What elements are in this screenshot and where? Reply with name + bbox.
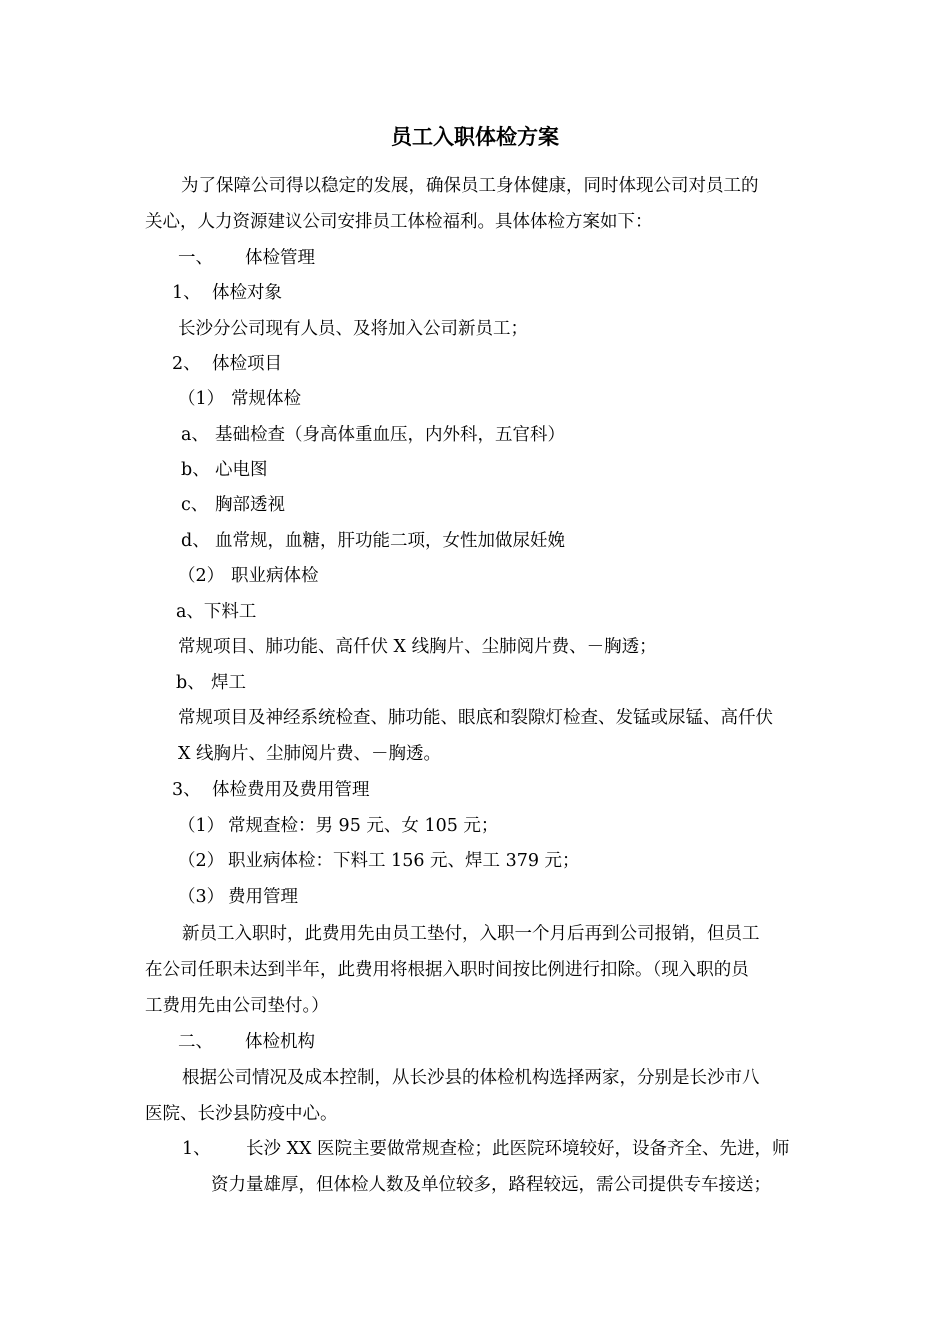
list-item-marker: c、 <box>181 495 209 515</box>
intro-line-2: 关心，人力资源建议公司安排员工体检福利。具体体检方案如下： <box>145 212 653 232</box>
institution-item-1-line-2: 资力量雄厚，但体检人数及单位较多，路程较远，需公司提供专车接送； <box>211 1175 771 1195</box>
list-item-marker: a、 <box>181 425 209 445</box>
fee-item-label: 职业病体检：下料工 156 元、焊工 379 元； <box>228 851 580 871</box>
sub-1-label: 常规体检 <box>231 389 301 409</box>
fee-paragraph-line-3: 工费用先由公司垫付。） <box>145 996 329 1016</box>
sub-2-b-label: 焊工 <box>211 673 246 693</box>
fee-item <box>178 808 498 844</box>
fee-paragraph-line-1: 新员工入职时，此费用先由员工垫付，入职一个月后再到公司报销，但员工 <box>182 924 760 944</box>
document-title: 员工入职体检方案 <box>391 124 559 149</box>
institution-item-1 <box>182 1131 790 1167</box>
fee-item-number: （3） <box>178 887 225 907</box>
list-item-label: 胸部透视 <box>215 495 285 515</box>
sub-2-heading <box>178 558 319 594</box>
fee-item-number: （2） <box>178 851 225 871</box>
sub-2-b-text-2: X 线胸片、尘肺阅片费、－胸透。 <box>178 744 442 764</box>
list-item-marker: d、 <box>181 531 210 551</box>
fee-item-label: 费用管理 <box>228 887 298 907</box>
item-1-label: 体检对象 <box>212 283 282 303</box>
item-1-heading <box>172 275 282 311</box>
list-item-label: 基础检查（身高体重血压，内外科，五官科） <box>215 425 565 445</box>
sub-2-b-text-1: 常规项目及神经系统检查、肺功能、眼底和裂隙灯检查、发锰或尿锰、高仟伏 <box>178 708 773 728</box>
sub-2-b-marker: b、 <box>176 673 205 693</box>
section-2-heading <box>178 1024 315 1060</box>
list-item-label: 血常规，血糖，肝功能二项，女性加做尿妊娩 <box>215 531 565 551</box>
item-2-number: 2、 <box>172 354 201 374</box>
item-3-number: 3、 <box>172 780 201 800</box>
fee-item-label: 常规查检：男 95 元、女 105 元； <box>228 816 499 836</box>
sub-2-a-heading: a、下料工 <box>176 602 257 622</box>
fee-item <box>178 843 580 879</box>
list-item <box>181 487 285 523</box>
institution-item-number: 1、 <box>182 1139 211 1159</box>
list-item-marker: b、 <box>181 460 210 480</box>
item-2-heading <box>172 346 282 382</box>
fee-item-number: （1） <box>178 816 225 836</box>
section-1-heading <box>178 240 315 276</box>
sub-2-label: 职业病体检 <box>231 566 319 586</box>
item-3-heading <box>172 772 370 808</box>
item-1-number: 1、 <box>172 283 201 303</box>
sub-1-number: （1） <box>178 389 225 409</box>
intro-line-1: 为了保障公司得以稳定的发展，确保员工身体健康，同时体现公司对员工的 <box>181 176 759 196</box>
fee-paragraph-line-2: 在公司任职未达到半年，此费用将根据入职时间按比例进行扣除。（现入职的员 <box>145 960 749 980</box>
section-2-number: 二、 <box>178 1032 213 1052</box>
sub-2-number: （2） <box>178 566 225 586</box>
list-item <box>181 417 565 453</box>
item-3-label: 体检费用及费用管理 <box>212 780 370 800</box>
section-2-title: 体检机构 <box>245 1032 315 1052</box>
item-2-label: 体检项目 <box>212 354 282 374</box>
sub-1-heading <box>178 381 301 417</box>
sub-2-a-text: 常规项目、肺功能、高仟伏 X 线胸片、尘肺阅片费、－胸透； <box>178 637 657 657</box>
list-item <box>181 452 268 488</box>
institution-item-text: 长沙 XX 医院主要做常规查检；此医院环境较好，设备齐全、先进，师 <box>246 1139 790 1159</box>
fee-item <box>178 879 298 915</box>
list-item <box>181 523 565 559</box>
item-1-text: 长沙分公司现有人员、及将加入公司新员工； <box>178 319 528 339</box>
sub-2-b-heading <box>176 665 246 701</box>
section-2-paragraph-line-1: 根据公司情况及成本控制，从长沙县的体检机构选择两家，分别是长沙市八 <box>182 1068 760 1088</box>
section-2-paragraph-line-2: 医院、长沙县防疫中心。 <box>145 1104 338 1124</box>
list-item-label: 心电图 <box>215 460 268 480</box>
section-1-title: 体检管理 <box>245 248 315 268</box>
section-1-number: 一、 <box>178 248 213 268</box>
